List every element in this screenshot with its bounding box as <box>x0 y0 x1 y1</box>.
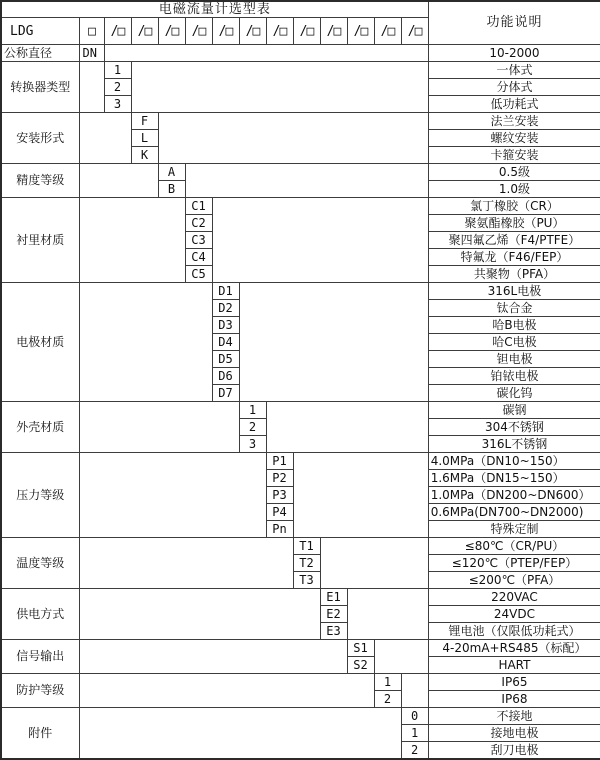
model-slot-cell: /□ <box>347 18 374 45</box>
page-title: 电磁流量计选型表 <box>1 1 428 18</box>
code-cell: P3 <box>266 487 293 504</box>
function-desc: 一体式 <box>428 62 600 79</box>
function-desc: 不接地 <box>428 708 600 725</box>
code-cell: 1 <box>104 62 131 79</box>
code-cell: T1 <box>293 538 320 555</box>
category-nominal-diameter: 公称直径 <box>1 45 79 62</box>
title-row <box>1 1 600 18</box>
function-desc: 316L不锈钢 <box>428 436 600 453</box>
code-cell: D3 <box>212 317 239 334</box>
table-row <box>1 589 600 606</box>
code-cell: 1 <box>374 674 401 691</box>
function-desc: 1.0级 <box>428 181 600 198</box>
function-desc: 钛合金 <box>428 300 600 317</box>
category-signal-output: 信号输出 <box>1 640 79 674</box>
model-prefix: LDG <box>1 18 79 45</box>
category-installation-type: 安装形式 <box>1 113 79 164</box>
category-housing-material: 外壳材质 <box>1 402 79 453</box>
function-desc: ≤80℃（CR/PU） <box>428 538 600 555</box>
function-desc: 法兰安装 <box>428 113 600 130</box>
table-row <box>1 453 600 470</box>
model-slot-cell: /□ <box>158 18 185 45</box>
function-desc: ≤200℃（PFA） <box>428 572 600 589</box>
empty-cell <box>374 640 428 674</box>
code-cell: D7 <box>212 385 239 402</box>
code-cell: 1 <box>239 402 266 419</box>
code-cell: E2 <box>320 606 347 623</box>
function-desc: 0.6MPa(DN700~DN2000) <box>428 504 600 521</box>
table-row <box>1 402 600 419</box>
code-cell: D5 <box>212 351 239 368</box>
code-cell: 2 <box>401 742 428 760</box>
function-desc: 接地电极 <box>428 725 600 742</box>
function-desc: 哈B电极 <box>428 317 600 334</box>
function-desc: 卡箍安装 <box>428 147 600 164</box>
code-cell: P1 <box>266 453 293 470</box>
empty-cell <box>320 538 428 589</box>
table-row <box>1 198 600 215</box>
function-desc: 聚四氟乙烯（F4/PTFE） <box>428 232 600 249</box>
model-slot-cell: /□ <box>374 18 401 45</box>
code-cell: T3 <box>293 572 320 589</box>
empty-cell <box>79 589 320 640</box>
code-cell: 3 <box>104 96 131 113</box>
table-row <box>1 113 600 130</box>
function-column-header: 功能说明 <box>428 1 600 45</box>
function-desc: 聚氨酯橡胶（PU） <box>428 215 600 232</box>
empty-cell <box>79 402 239 453</box>
function-desc: 特氟龙（F46/FEP） <box>428 249 600 266</box>
category-temperature-rating: 温度等级 <box>1 538 79 589</box>
code-cell: 2 <box>239 419 266 436</box>
function-desc: 316L电极 <box>428 283 600 300</box>
function-desc: 铂铱电极 <box>428 368 600 385</box>
code-cell: D4 <box>212 334 239 351</box>
function-desc: 特殊定制 <box>428 521 600 538</box>
function-desc: 220VAC <box>428 589 600 606</box>
model-slot-cell: /□ <box>320 18 347 45</box>
code-cell: E1 <box>320 589 347 606</box>
function-desc: 氯丁橡胶（CR） <box>428 198 600 215</box>
category-pressure-rating: 压力等级 <box>1 453 79 538</box>
function-desc: 分体式 <box>428 79 600 96</box>
model-slot-cell: /□ <box>293 18 320 45</box>
code-cell: S2 <box>347 657 374 674</box>
function-desc: 低功耗式 <box>428 96 600 113</box>
code-cell: P4 <box>266 504 293 521</box>
model-slot-cell: /□ <box>131 18 158 45</box>
code-cell: F <box>131 113 158 130</box>
category-accessories: 附件 <box>1 708 79 760</box>
function-desc: ≤120℃（PTEP/FEP） <box>428 555 600 572</box>
function-desc: 10-2000 <box>428 45 600 62</box>
category-power-supply: 供电方式 <box>1 589 79 640</box>
code-cell: Pn <box>266 521 293 538</box>
code-cell: D6 <box>212 368 239 385</box>
empty-cell <box>401 674 428 708</box>
table-row <box>1 674 600 691</box>
code-cell: C5 <box>185 266 212 283</box>
empty-cell <box>79 453 266 538</box>
empty-cell <box>293 453 428 538</box>
code-cell: L <box>131 130 158 147</box>
function-desc: 哈C电极 <box>428 334 600 351</box>
function-desc: 碳化钨 <box>428 385 600 402</box>
table-row <box>1 283 600 300</box>
empty-cell <box>79 283 212 402</box>
category-protection-rating: 防护等级 <box>1 674 79 708</box>
model-checkbox-cell: □ <box>79 18 104 45</box>
model-slot-cell: /□ <box>104 18 131 45</box>
code-cell: 2 <box>374 691 401 708</box>
table-row <box>1 62 600 79</box>
code-cell: C3 <box>185 232 212 249</box>
empty-cell <box>131 62 428 113</box>
code-cell: S1 <box>347 640 374 657</box>
model-slot-cell: /□ <box>266 18 293 45</box>
empty-cell <box>79 674 374 708</box>
code-cell: D1 <box>212 283 239 300</box>
code-cell: 2 <box>104 79 131 96</box>
code-cell: C2 <box>185 215 212 232</box>
code-cell: DN <box>79 45 104 62</box>
table-row <box>1 538 600 555</box>
code-cell: C4 <box>185 249 212 266</box>
category-liner-material: 衬里材质 <box>1 198 79 283</box>
empty-cell <box>79 708 401 760</box>
code-cell: K <box>131 147 158 164</box>
empty-cell <box>79 164 158 198</box>
code-cell: 1 <box>401 725 428 742</box>
function-desc: 304不锈钢 <box>428 419 600 436</box>
model-slot-cell: /□ <box>401 18 428 45</box>
code-cell: E3 <box>320 623 347 640</box>
category-accuracy-class: 精度等级 <box>1 164 79 198</box>
category-electrode-material: 电极材质 <box>1 283 79 402</box>
empty-cell <box>79 640 347 674</box>
function-desc: 刮刀电极 <box>428 742 600 760</box>
model-slot-cell: /□ <box>212 18 239 45</box>
code-cell: A <box>158 164 185 181</box>
category-converter-type: 转换器类型 <box>1 62 79 113</box>
model-slot-cell: /□ <box>185 18 212 45</box>
code-cell: C1 <box>185 198 212 215</box>
function-desc: 锂电池（仅限低功耗式） <box>428 623 600 640</box>
code-cell: D2 <box>212 300 239 317</box>
empty-cell <box>79 198 185 283</box>
function-desc: 碳钢 <box>428 402 600 419</box>
function-desc: 钽电极 <box>428 351 600 368</box>
table-row <box>1 708 600 725</box>
code-cell: 0 <box>401 708 428 725</box>
function-desc: 24VDC <box>428 606 600 623</box>
empty-cell <box>212 198 428 283</box>
code-cell: T2 <box>293 555 320 572</box>
function-desc: IP68 <box>428 691 600 708</box>
empty-cell <box>79 538 293 589</box>
table-row <box>1 164 600 181</box>
function-desc: IP65 <box>428 674 600 691</box>
empty-cell <box>266 402 428 453</box>
function-desc: 4-20mA+RS485（标配） <box>428 640 600 657</box>
code-cell: B <box>158 181 185 198</box>
table-row <box>1 640 600 657</box>
function-desc: 1.0MPa（DN200~DN600） <box>428 487 600 504</box>
empty-cell <box>79 62 104 113</box>
empty-cell <box>347 589 428 640</box>
empty-cell <box>158 113 428 164</box>
empty-cell <box>104 45 428 62</box>
model-slot-cell: /□ <box>239 18 266 45</box>
function-desc: 共聚物（PFA） <box>428 266 600 283</box>
code-cell: 3 <box>239 436 266 453</box>
function-desc: 0.5级 <box>428 164 600 181</box>
empty-cell <box>239 283 428 402</box>
function-desc: 4.0MPa（DN10~150） <box>428 453 600 470</box>
function-desc: 1.6MPa（DN15~150） <box>428 470 600 487</box>
function-desc: 螺纹安装 <box>428 130 600 147</box>
empty-cell <box>185 164 428 198</box>
function-desc: HART <box>428 657 600 674</box>
empty-cell <box>79 113 131 164</box>
table-row <box>1 45 600 62</box>
code-cell: P2 <box>266 470 293 487</box>
